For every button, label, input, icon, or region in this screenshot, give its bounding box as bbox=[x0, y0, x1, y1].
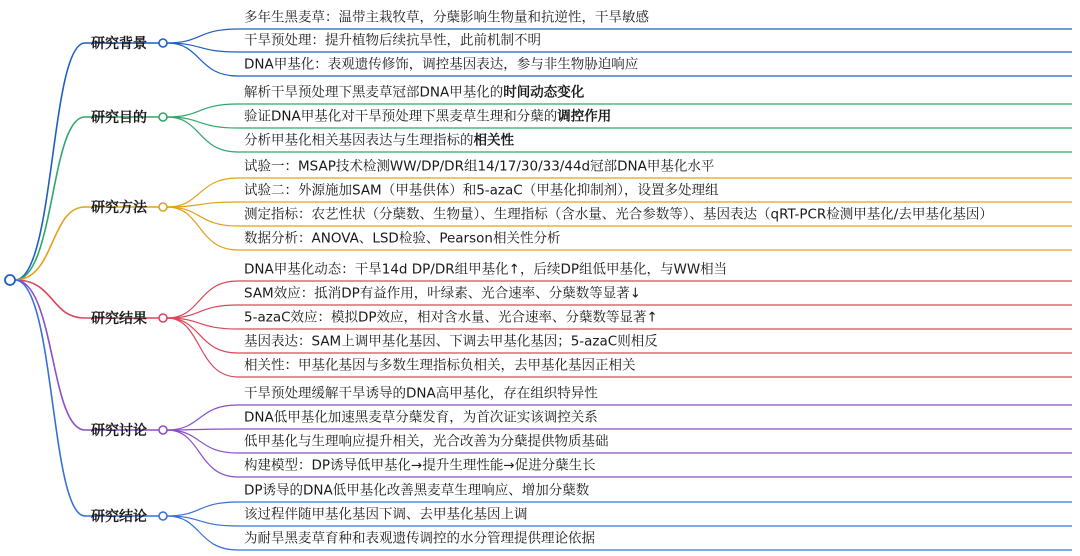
leaf-text-plain: 多年生黑麦草：温带主栽牧草，分蘖影响生物量和抗逆性，干旱敏感 bbox=[244, 9, 649, 26]
leaf-text-plain: 相关性：甲基化基因与多数生理指标负相关，去甲基化基因正相关 bbox=[244, 357, 636, 374]
leaf-text-plain: SAM效应：抵消DP有益作用，叶绿素、光合速率、分蘖数等显著↓ bbox=[244, 285, 642, 302]
leaf-text-plain: DNA甲基化动态：干旱14d DP/DR组甲基化↑，后续DP组低甲基化，与WW相当 bbox=[244, 261, 728, 278]
leaf-text bbox=[244, 482, 590, 503]
root-node-circle bbox=[5, 275, 15, 285]
leaf-text bbox=[244, 230, 561, 251]
branch-label: 研究结论 bbox=[91, 509, 147, 525]
leaf-text-plain: 该过程伴随甲基化基因下调、去甲基化基因上调 bbox=[244, 506, 528, 523]
leaf-text bbox=[244, 333, 658, 354]
leaf-text-bold: 相关性 bbox=[473, 132, 514, 149]
leaf-text-plain: DP诱导的DNA低甲基化改善黑麦草生理响应、增加分蘖数 bbox=[244, 482, 590, 499]
leaf-text bbox=[244, 433, 609, 454]
branch-label: 研究方法 bbox=[91, 200, 147, 216]
branch-connector bbox=[15, 43, 159, 280]
leaf-text bbox=[244, 9, 649, 30]
leaf-text bbox=[244, 108, 612, 129]
leaf-text-plain: 数据分析：ANOVA、LSD检验、Pearson相关性分析 bbox=[244, 230, 561, 247]
leaf-connector bbox=[167, 429, 1072, 430]
leaf-text-bold: 时间动态变化 bbox=[503, 84, 585, 101]
leaf-text bbox=[244, 506, 528, 527]
leaf-text-plain: 分析甲基化相关基因表达与生理指标的 bbox=[244, 132, 474, 149]
leaf-text bbox=[244, 182, 719, 203]
leaf-text bbox=[244, 84, 585, 105]
branch-label: 研究结果 bbox=[91, 311, 147, 327]
leaf-text-plain: 基因表达：SAM上调甲基化基因、下调去甲基化基因；5-azaC则相反 bbox=[244, 333, 658, 350]
leaf-text bbox=[244, 409, 598, 430]
leaf-text-plain: DNA低甲基化加速黑麦草分蘖发育，为首次证实该调控关系 bbox=[244, 409, 598, 426]
leaf-text bbox=[244, 309, 658, 330]
leaf-text bbox=[244, 206, 993, 227]
branch-node-circle bbox=[159, 512, 167, 520]
leaf-text-plain: 测定指标：农艺性状（分蘖数、生物量）、生理指标（含水量、光合参数等）、基因表达（qRT-PCR检测甲基化/去甲基化基因） bbox=[244, 206, 993, 223]
branch-node-circle bbox=[159, 39, 167, 47]
leaf-text-plain: 验证DNA甲基化对干旱预处理下黑麦草生理和分蘖的 bbox=[244, 108, 558, 125]
leaf-text bbox=[244, 132, 514, 153]
leaf-text bbox=[244, 32, 541, 53]
leaf-text bbox=[244, 385, 598, 406]
branch-label: 研究讨论 bbox=[91, 423, 147, 439]
leaf-text bbox=[244, 530, 595, 551]
leaf-text bbox=[244, 457, 596, 478]
leaf-text-bold: 调控作用 bbox=[557, 108, 612, 125]
leaf-text bbox=[244, 158, 715, 179]
leaf-text-plain: 干旱预处理：提升植物后续抗旱性，此前机制不明 bbox=[244, 32, 541, 49]
leaf-text-plain: 低甲基化与生理响应提升相关，光合改善为分蘖提供物质基础 bbox=[244, 433, 609, 450]
branch-label: 研究背景 bbox=[91, 36, 147, 52]
leaf-text-plain: 构建模型：DP诱导低甲基化→提升生理性能→促进分蘖生长 bbox=[244, 457, 596, 474]
branch-connector bbox=[15, 207, 159, 280]
leaf-text-plain: 为耐旱黑麦草育种和表观遗传调控的水分管理提供理论依据 bbox=[244, 530, 595, 547]
leaf-text bbox=[244, 357, 636, 378]
leaf-text-plain: 试验一：MSAP技术检测WW/DP/DR组14/17/30/33/44d冠部DNA甲基化水平 bbox=[244, 158, 715, 175]
branch-node-circle bbox=[159, 113, 167, 121]
leaf-text-plain: DNA甲基化：表观遗传修饰，调控基因表达，参与非生物胁迫响应 bbox=[244, 56, 639, 73]
branch-node-circle bbox=[159, 426, 167, 434]
leaf-text bbox=[244, 285, 642, 306]
leaf-text-plain: 解析干旱预处理下黑麦草冠部DNA甲基化的 bbox=[244, 84, 504, 101]
leaf-text bbox=[244, 261, 728, 282]
leaf-text bbox=[244, 56, 639, 77]
branch-label: 研究目的 bbox=[91, 110, 147, 126]
leaf-text-plain: 5-azaC效应：模拟DP效应，相对含水量、光合速率、分蘖数等显著↑ bbox=[244, 309, 658, 326]
leaf-text-plain: 试验二：外源施加SAM（甲基供体）和5-azaC（甲基化抑制剂），设置多处理组 bbox=[244, 182, 719, 199]
branch-connector bbox=[15, 280, 159, 430]
leaf-text-plain: 干旱预处理缓解干旱诱导的DNA高甲基化，存在组织特异性 bbox=[244, 385, 598, 402]
branch-node-circle bbox=[159, 203, 167, 211]
branch-node-circle bbox=[159, 314, 167, 322]
